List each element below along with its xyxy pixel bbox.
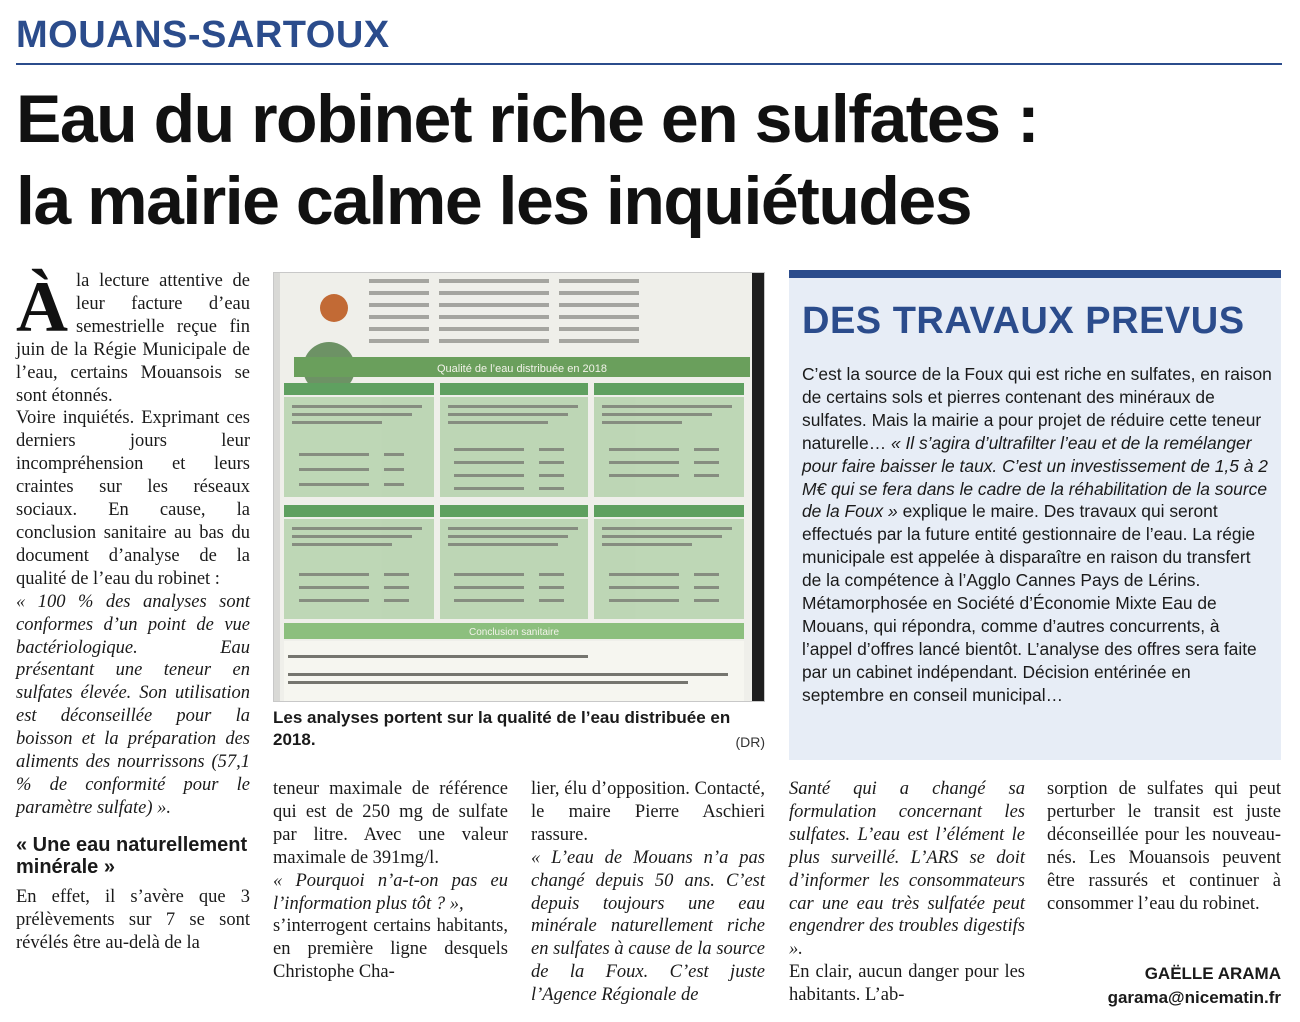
author-name: GAËLLE ARAMA xyxy=(1144,964,1281,983)
photo-caption: Les analyses portent sur la qualité de l’eau distribuée en 2018. xyxy=(273,708,731,749)
article-column-5 xyxy=(1047,778,1281,915)
document-illustration xyxy=(274,273,765,702)
paragraph: s’interrogent certains habitants, en première ligne desquels Christophe Cha- xyxy=(273,916,508,983)
sidebar-quote: « Il s’agira d’ultrafilter l’eau et de la remélanger pour faire baisser le taux. C’est un investissement de 1,5 à 2 M€ qui se fera dans le cadre de la réhabilitation de la source de la Foux » xyxy=(802,432,1268,522)
quote-paragraph: « 100 % des analyses sont conformes d’un point de vue bactériologique. Eau présentant une teneur en sulfates élevée. Son utilisation est déconseillée pour la boisson et la préparation des aliments des nourrissons (57,1 % de conformité pour le paramètre sulfate) ». xyxy=(16,591,250,818)
paragraph: teneur maximale de référence qui est de 250 mg de sulfate par litre. Avec une valeur maximale de 391mg/l. xyxy=(273,779,508,868)
subheading: « Une eau naturellement minérale » xyxy=(16,833,248,878)
quote-paragraph: « Pourquoi n’a-t-on pas eu l’information plus tôt ? », xyxy=(273,870,508,914)
doc-heading: Qualité de l’eau distribuée en 2018 xyxy=(436,363,608,375)
paragraph: lier, élu d’opposition. Contacté, le maire Pierre Aschieri rassure. xyxy=(531,779,765,845)
paragraph: En effet, il s’avère que 3 prélèvements sur 7 se sont révélés être au-delà de la xyxy=(16,886,250,953)
doc-conclusion-heading: Conclusion sanitaire xyxy=(468,627,560,638)
article-column-1 xyxy=(16,267,250,954)
headline-line-1: Eau du robinet riche en sulfates : xyxy=(16,81,1039,157)
byline xyxy=(1108,962,1281,1010)
paragraph: sorption de sulfates qui peut perturber le transit est juste déconseillée pour les nouveau-nés. Les Mouansois peuvent être rassurés et continuer à consommer l’eau du robinet. xyxy=(1047,779,1281,914)
sidebar-paragraph-end: explique le maire. Des travaux qui seront effectués par la future entité gestionnaire de l’eau. La régie municipale est appelée à disparaître en raison du transfert de la compétence à l’Agglo Cannes Pays de Lérins. Métamorphosée en Société d’Économie Mixte Eau de Mouans, qui répondra, comme d’autres concurrents, à l’appel d’offres lancé bientôt. L’analyse des offres sera faite par un cabinet indépendant. Décision entérinée en septembre en conseil municipal… xyxy=(802,501,1257,705)
article-column-3 xyxy=(531,778,765,1007)
kicker-rule xyxy=(16,63,1282,65)
photo-credit: (DR) xyxy=(735,734,765,750)
author-email[interactable]: garama@nicematin.fr xyxy=(1107,988,1281,1007)
headline xyxy=(16,78,1286,242)
quote-paragraph: Santé qui a changé sa formulation concernant les sulfates. L’eau est l’élément le plus surveillé. L’ARS se doit d’informer les consommateurs car une eau très sulfatée peut engendrer des troubles digestifs ». xyxy=(789,779,1025,960)
drop-cap: À xyxy=(16,267,68,347)
sidebar-title: DES TRAVAUX PREVUS xyxy=(802,300,1245,342)
section-kicker: MOUANS-SARTOUX xyxy=(16,14,390,56)
sidebar-paragraph-start: C’est la source de la Foux qui est riche en sulfates, en raison de certains sols et pierres contenant des minéraux de sulfates. Mais la mairie a pour projet de réduire cette teneur naturelle… xyxy=(802,364,1272,453)
headline-line-2: la mairie calme les inquiétudes xyxy=(16,163,972,239)
paragraph: En clair, aucun danger pour les habitants. L’ab- xyxy=(789,962,1025,1006)
paragraph: Voire inquiétés. Exprimant ces derniers jours leur incompréhension et leurs craintes sur les réseaux sociaux. En cause, la conclusion sanitaire au bas du document d’analyse de la qualité de l’eau du robinet : xyxy=(16,408,250,589)
quote-paragraph: « L’eau de Mouans n’a pas changé depuis 50 ans. C’est depuis toujours une eau minérale naturellement riche en sulfates à cause de la source de la Foux. C’est juste l’Agence Régionale de xyxy=(531,847,765,1006)
article-column-4 xyxy=(789,778,1025,1007)
sidebar-box xyxy=(789,270,1281,760)
article-column-2 xyxy=(273,778,508,984)
lead-paragraph: la lecture attentive de leur facture d’eau semestrielle reçue fin juin de la Régie Municipale de l’eau, certains Mouansois se sont étonnés. xyxy=(16,271,250,406)
analysis-document-photo xyxy=(273,272,765,702)
sidebar-text xyxy=(802,363,1272,707)
